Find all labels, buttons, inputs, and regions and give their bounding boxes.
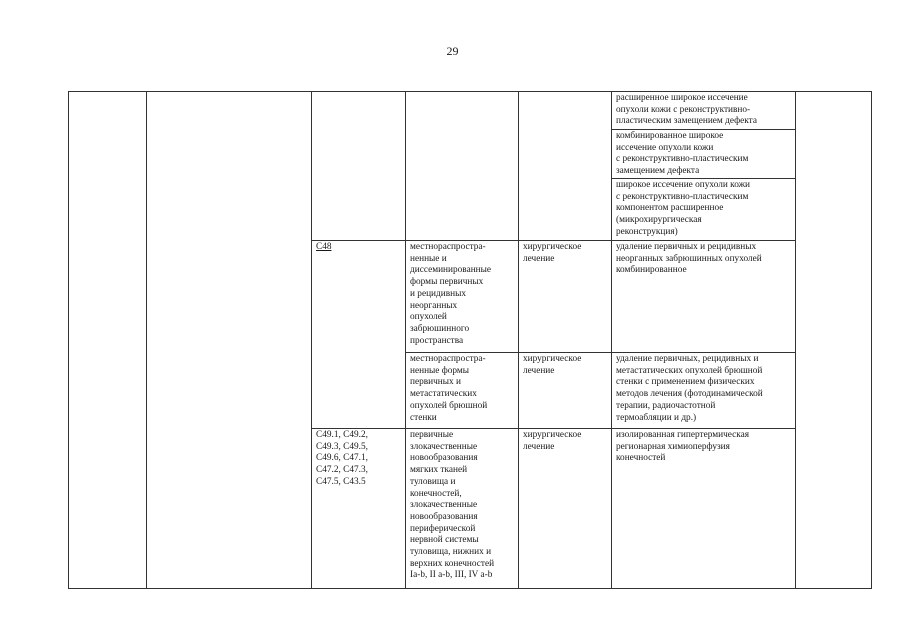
column-divider [795, 91, 796, 589]
page-number: 29 [446, 44, 459, 58]
treatment-type: хирургическое лечение [523, 354, 582, 376]
method-cell: изолированная гипертермическая регионарная химиоперфузия конечностей [616, 430, 750, 464]
treatment-type: хирургическое лечение [523, 242, 582, 264]
diagnosis-code: C48 [316, 242, 332, 252]
treatment-type: хирургическое лечение [523, 430, 582, 452]
column-divider [518, 91, 519, 589]
diagnosis-description: местнораспростра- ненные и диссеминированные формы первичных и рецидивных неорганных опухолей забрюшинного пространства [410, 242, 492, 346]
column-divider [146, 91, 147, 589]
method-cell: удаление первичных и рецидивных неорганных забрюшинных опухолей комбинированное [616, 242, 762, 276]
diagnosis-code: C49.1, C49.2, C49.3, C49.5, C49.6, C47.1, C47.2, C47.3, C47.5, C43.5 [316, 430, 368, 487]
row-divider [311, 428, 795, 429]
column-divider [405, 91, 406, 589]
diagnosis-description: местнораспростра- ненные формы первичных и метастатических опухолей брюшной стенки [410, 354, 488, 423]
method-cell: расширенное широкое иссечение опухоли кожи с реконструктивно- пластическим замещением дефекта [616, 93, 757, 127]
method-cell: удаление первичных, рецидивных и метастатических опухолей брюшной стенки с применением физических методов лечения (фотодинамической терапии, радиочастотной термоабляции и др.) [616, 354, 763, 423]
column-divider [311, 91, 312, 589]
method-cell: комбинированное широкое иссечение опухоли кожи с реконструктивно-пластическим замещением дефекта [616, 131, 749, 177]
row-divider [311, 240, 795, 241]
method-cell: широкое иссечение опухоли кожи с реконструктивно-пластическим компонентом расширенное (микрохирургическая реконструкция) [616, 180, 751, 237]
row-divider [405, 352, 795, 353]
diagnosis-description: первичные злокачественные новообразования мягких тканей туловища и конечностей, злокачественные новообразования периферической нервной системы туловища, нижних и верхних конечностей Ia-b, II a-b, III, IV a-b [410, 430, 495, 581]
row-divider [611, 178, 795, 179]
column-divider [611, 91, 612, 589]
row-divider [611, 129, 795, 130]
